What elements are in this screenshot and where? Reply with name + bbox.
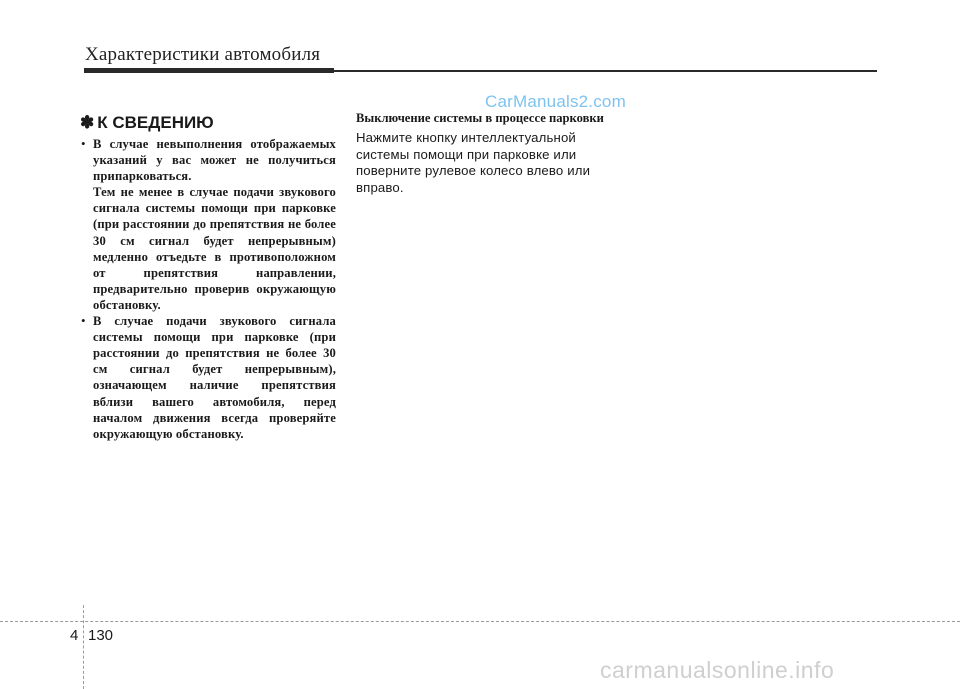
section-body: Нажмите кнопку интеллектуальной системы помощи при парковке или поверните рулевое колесо влево или вправо. [356,130,591,195]
section-heading: Выключение системы в процессе парковки [356,111,604,125]
notice-bullet-1 [78,136,336,313]
bullet-dot-icon: • [81,313,86,329]
watermark-carmanuals[interactable]: CarManuals2.com [485,92,626,111]
notice-bullet-2-text: В случае подачи звукового сигнала системы помощи при парковке (при расстоянии до препятствия не более 30 см сигнал будет непрерывным), означающем наличие препятствия вблизи вашего автомобиля, перед началом движения всегда проверяйте окружающую обстановку. [93,314,336,441]
notice-heading [80,113,336,133]
notice-column [78,113,336,442]
notice-bullet-2 [78,313,336,442]
watermark-carmanualsonline[interactable]: carmanualsonline.info [600,657,835,683]
section-column [356,110,611,196]
footer-rule [0,621,960,622]
notice-star-icon: ✽ [80,113,95,132]
bullet-dot-icon: • [81,136,86,151]
notice-bullet-1-text: В случае невыполнения отображаемых указаний у вас может не получиться припарковаться. Тем не менее в случае подачи звукового сигнала системы помощи при парковке (при расстоянии до препятствия не более 30 см сигнал будет непрерывным) медленно отъедьте в противоположном от препятствия направлении, предварительно проверив окружающую обстановку. [93,137,336,312]
footer-vertical-rule [83,605,84,689]
header-rule-thin [334,70,877,72]
header-rule-thick [84,68,334,73]
chapter-number: 4 [70,627,79,644]
notice-heading-text: К СВЕДЕНИЮ [97,113,214,132]
page-header-title: Характеристики автомобиля [85,44,321,65]
page-number: 130 [88,627,114,644]
